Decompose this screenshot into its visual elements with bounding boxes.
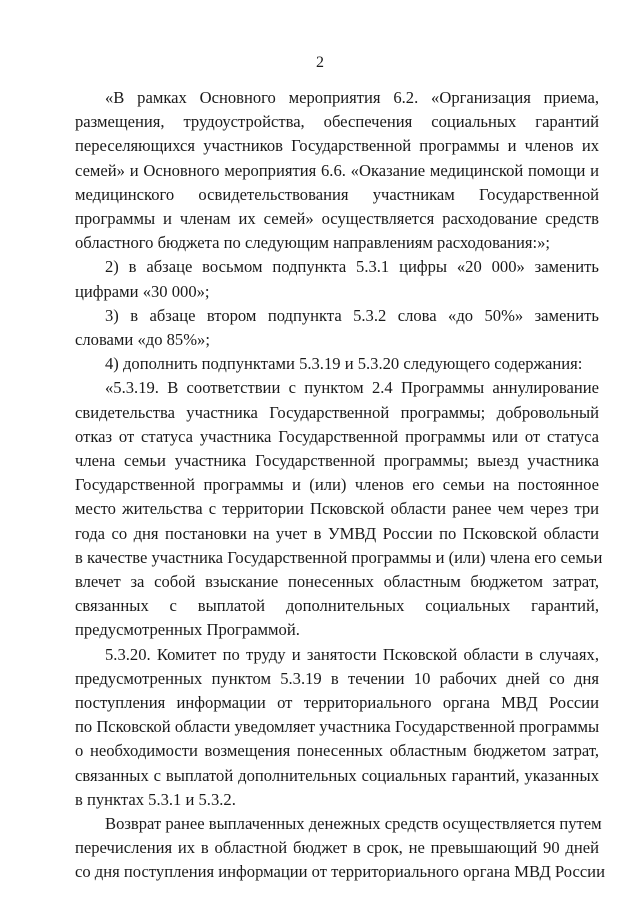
text-line: поступления информации от территориального органа МВД России [75,693,599,712]
text-line: 2) в абзаце восьмом подпункта 5.3.1 цифры «20 000» заменить [105,257,599,277]
text-line: со дня поступления информации от территориального органа МВД России [75,862,605,882]
text-line: 5.3.20. Комитет по труду и занятости Псковской области в случаях, [105,644,599,664]
text-line: в пунктах 5.3.1 и 5.3.2. [75,789,236,809]
text-line: семей» и Основного мероприятия 6.6. «Оказание медицинской помощи и [75,160,599,180]
text-line: по Псковской области уведомляет участника Государственной программы [75,717,600,737]
text-line: связанных с выплатой дополнительных социальных гарантий, указанных [75,765,599,785]
text-line: словами «до 85%»; [75,330,210,349]
text-line: областного бюджета по следующим направлениям расходования:»; [75,233,550,253]
text-line: размещения, трудоустройства, обеспечения социальных гарантий [75,112,599,132]
text-line: влечет за собой взыскание понесенных областным бюджетом затрат, [75,572,599,591]
text-line: Возврат ранее выплаченных денежных средств осуществляется путем [105,814,602,833]
text-line: члена семьи участника Государственной программы; выезд участника [75,451,599,470]
text-line: отказ от статуса участника Государственной программы или от статуса [75,426,599,446]
page-number: 2 [316,54,324,71]
text-line: свидетельства участника Государственной программы; добровольный [75,402,599,422]
text-line: в качестве участника Государственной программы и (или) члена его семьи [75,547,603,567]
text-line: года со дня постановки на учет в УМВД России по Псковской области [75,523,599,543]
text-line: Государственной программы и (или) членов его семьи на постоянное [75,475,599,495]
text-line: 4) дополнить подпунктами 5.3.19 и 5.3.20 следующего содержания: [105,354,583,374]
text-line: «В рамках Основного мероприятия 6.2. «Организация приема, [105,88,599,107]
text-line: связанных с выплатой дополнительных социальных гарантий, [75,596,599,616]
text-line: предусмотренных Программой. [75,620,300,640]
text-line: «5.3.19. В соответствии с пунктом 2.4 Программы аннулирование [105,378,599,398]
text-line: предусмотренных пунктом 5.3.19 в течении 10 рабочих дней со дня [75,668,599,688]
text-line: программы и членам их семей» осуществляется расходование средств [75,209,599,228]
text-line: цифрами «30 000»; [75,281,210,301]
text-line: перечисления их в областной бюджет в срок, не превышающий 90 дней [75,838,599,858]
text-line: о необходимости возмещения понесенных областным бюджетом затрат, [75,741,599,761]
text-line: место жительства с территории Псковской области ранее чем через три [75,499,599,519]
text-line: переселяющихся участников Государственной программы и членов их [75,136,599,156]
text-line: 3) в абзаце втором подпункта 5.3.2 слова «до 50%» заменить [105,305,599,325]
text-line: медицинского освидетельствования участникам Государственной [75,184,599,204]
